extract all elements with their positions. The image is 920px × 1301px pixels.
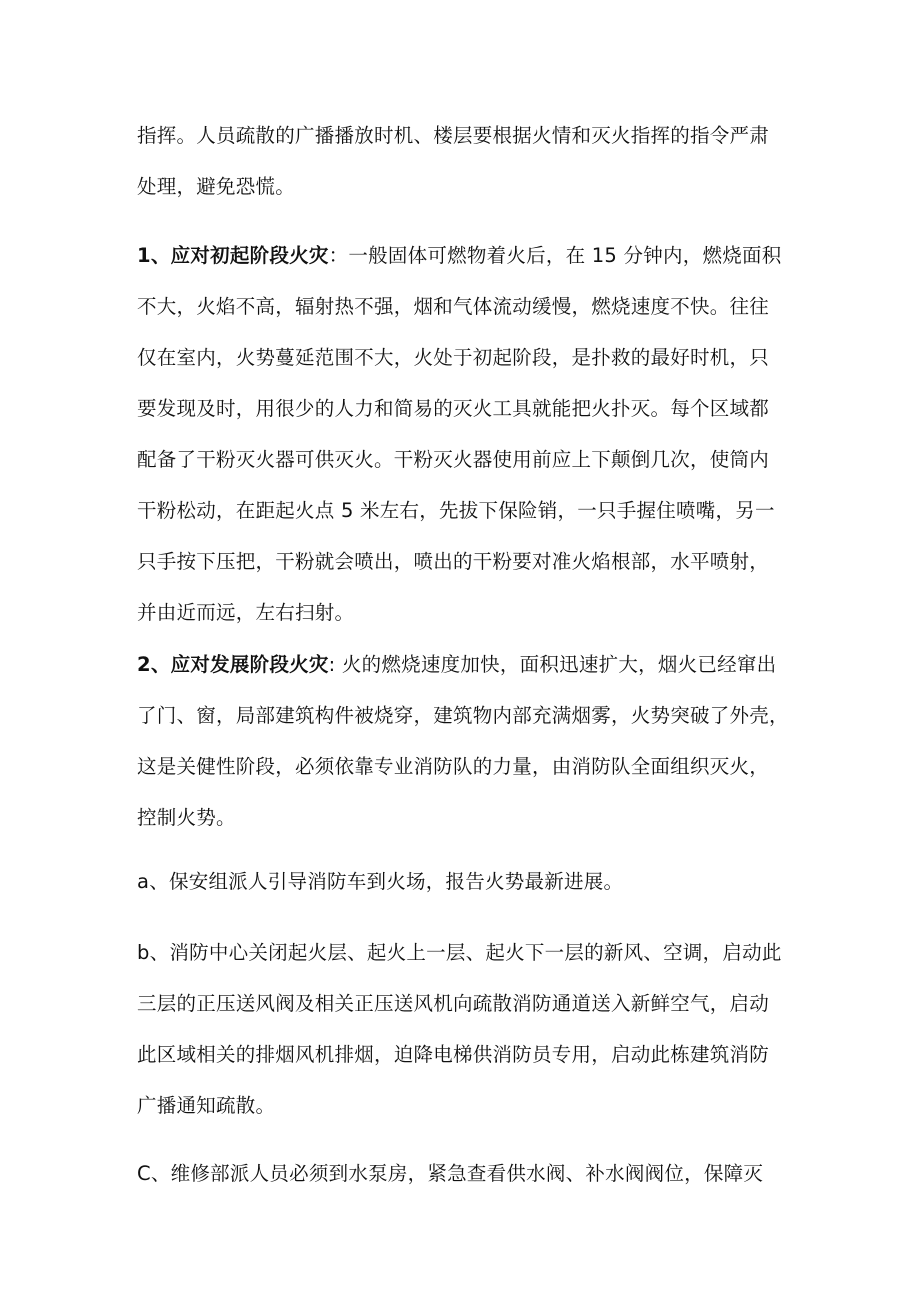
- text-line: [137, 639, 797, 690]
- text-line: 这是关健性阶段，必须依靠专业消防队的力量，由消防队全面组织灭火，: [137, 755, 770, 778]
- text-line: 不大，火焰不高，辐射热不强，烟和气体流动缓慢，燃烧速度不快。往往: [137, 295, 770, 318]
- text-line: 控制火势。: [137, 806, 236, 829]
- text-line: 此区域相关的排烟风机排烟，迫降电梯供消防员专用，启动此栋建筑消防: [137, 1043, 770, 1066]
- paragraph-item-b: [137, 927, 797, 1131]
- paragraph-initial-stage: [137, 230, 797, 638]
- text-line: 干粉松动，在距起火点 5 米左右，先拔下保险销，一只手握住喷嘴，另一: [137, 499, 775, 522]
- text-line: 广播通知疏散。: [137, 1094, 276, 1117]
- section-heading: 1、应对初起阶段火灾: [137, 244, 329, 267]
- text-line: 了门、窗，局部建筑构件被烧穿，建筑物内部充满烟雾，火势突破了外壳，: [137, 704, 789, 727]
- text-line: b、消防中心关闭起火层、起火上一层、起火下一层的新风、空调，启动此: [137, 941, 782, 964]
- text-line: 三层的正压送风阀及相关正压送风机向疏散消防通道送入新鲜空气，启动: [137, 992, 770, 1015]
- text-line: 配备了干粉灭火器可供灭火。干粉灭火器使用前应上下颠倒几次，使筒内: [137, 448, 770, 471]
- section-heading: 2、应对发展阶段火灾: [137, 653, 329, 676]
- text-line: 指挥。人员疏散的广播播放时机、楼层要根据火情和灭火指挥的指令严肃: [137, 124, 770, 147]
- text-run: ：一般固体可燃物着火后，在 15 分钟内，燃烧面积: [328, 244, 782, 267]
- paragraph-development-stage: [137, 639, 797, 843]
- text-line: 并由近而远，左右扫射。: [137, 601, 355, 624]
- text-line: C、维修部派人员必须到水泵房，紧急查看供水阀、补水阀阀位，保障灭: [137, 1162, 764, 1185]
- paragraph-item-a: [137, 856, 797, 907]
- text-run: : 火的燃烧速度加快，面积迅速扩大，烟火已经窜出: [328, 653, 777, 676]
- text-line: 仅在室内，火势蔓延范围不大，火处于初起阶段，是扑救的最好时机，只: [137, 346, 770, 369]
- paragraph-intro: [137, 110, 797, 212]
- text-line: 要发现及时，用很少的人力和简易的灭火工具就能把火扑灭。每个区域都: [137, 397, 770, 420]
- text-line: a、保安组派人引导消防车到火场，报告火势最新进展。: [137, 870, 624, 893]
- text-line: [137, 230, 797, 281]
- text-line: 只手按下压把，干粉就会喷出，喷出的干粉要对准火焰根部，水平喷射，: [137, 550, 770, 573]
- paragraph-item-c: [137, 1148, 797, 1199]
- text-line: 处理，避免恐慌。: [137, 175, 296, 198]
